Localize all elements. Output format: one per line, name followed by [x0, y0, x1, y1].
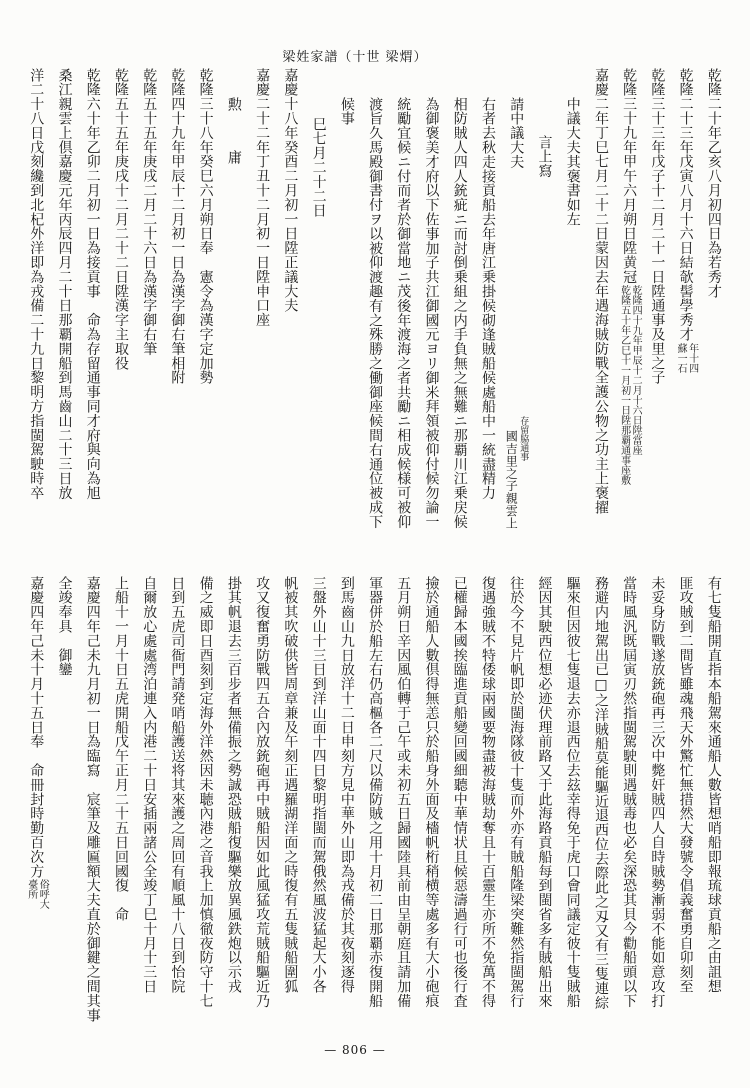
signatory-block	[504, 415, 529, 529]
column-text: 桑江親雲上倶嘉慶元年丙辰四月二十日那覇開船到馬齒山二十三日放	[56, 68, 73, 500]
upper-column-4	[615, 68, 643, 535]
column-text: 嘉慶四年己未十月十五日奉 命冊封時勤百次方	[28, 576, 45, 879]
column-text: 全竣奉具 御鑾	[56, 576, 73, 677]
column-text: 中議大夫其褒書如左	[564, 97, 581, 227]
note-line: 俗呼大	[37, 879, 49, 910]
column-text: 掛其帆退去三百步者無備振之勢誠恐賊船復驅樂放異風鉄炮以示戎	[225, 576, 242, 994]
lower-column-24	[50, 576, 78, 1042]
column-text: 三盤外山十三日到洋山面十四日黎明指閩而駕俄然風波猛起大小各	[310, 576, 327, 994]
column-text: 乾隆二十三年戊寅八月十六日結欹髻學秀才	[677, 68, 694, 342]
column-text: 乾隆三十九年甲午六月朔日陞黄冠	[621, 68, 638, 284]
lower-column-12	[389, 576, 417, 1042]
upper-column-20	[163, 68, 191, 535]
column-text: 往於今不見片帆即於閩海隊彼十隻而外亦有賊船隆梁突難然指閩駕行	[508, 576, 525, 1008]
upper-column-12	[389, 68, 417, 535]
lower-column-3	[643, 576, 671, 1042]
column-text: 巳七月二十二日	[310, 117, 327, 218]
column-text: 統勵宜候ニ付而者於御當地ニ茂後年渡海之者共勵ニ相成候様可被仰	[395, 97, 412, 530]
column-text: 乾隆四十九年甲辰十二月初一日為漢字御右筆相附	[169, 68, 186, 385]
column-text: 乾隆五十五年庚戌二月二十六日為漢字御右筆	[141, 68, 158, 356]
interlinear-note	[618, 285, 640, 485]
column-text: 乾隆六十年乙卯二月初一日為接貢事 命為存留通事同才府與向為旭	[84, 68, 101, 500]
running-header: 梁姓家譜（十世 梁煟）	[282, 50, 428, 65]
note-line: 乾隆四十九年甲辰十二月十六日陞當座	[630, 285, 642, 455]
upper-column-15	[304, 68, 332, 535]
upper-column-21	[135, 68, 163, 535]
upper-column-6	[559, 68, 587, 535]
column-text: 上船十一月十日五虎開船戊午正月二十五日回國復 命	[112, 576, 129, 922]
column-text: 五月朔日辛因風伯轉于己午或未初五日歸國陸具前由呈朝庭且請加備	[395, 576, 412, 1008]
note-line: 年十四	[686, 342, 698, 373]
lower-column-17	[248, 576, 276, 1042]
upper-column-8	[502, 68, 530, 535]
lower-column-13	[361, 576, 389, 1042]
signatory-name: 國吉里之子親雲上	[504, 429, 519, 529]
lower-column-1	[700, 576, 728, 1042]
section-heading: 勲庸	[225, 97, 242, 204]
column-text: 相防賊人四人銃疵ニ而討倒乗組之内手負無之無難ニ那覇川江乗戻候	[451, 97, 468, 530]
lower-column-21	[135, 576, 163, 1042]
upper-column-7	[530, 68, 558, 535]
column-text: 渡旨久馬殿御書付ヲ以被仰渡趣有之殊勝之働御座候間右通位被成下	[367, 97, 384, 530]
column-text: 為御褒美才府以下佐事加子共江御國元ヨリ御米拜領被仰付候勿論一	[423, 97, 440, 530]
column-text: 乾隆五十五年庚戌十二月二十二日陞漢字主取役	[112, 68, 129, 371]
upper-column-9	[474, 68, 502, 535]
column-text: 備之威即日酉刻到定海外洋然因未聴內港之音我上加慎徹夜防守十七	[197, 576, 214, 1008]
column-text: 當時風汎既屆寅刃然指閩駕駛則遇賊毒也必矣深恐其貝今勸船頭以下	[621, 576, 638, 1008]
lower-column-8	[502, 576, 530, 1042]
upper-column-13	[361, 68, 389, 535]
column-text: 候事	[338, 97, 355, 127]
column-text: 到馬齒山九日放洋十二日申刻方見中華外山即為戎備於其夜刻逐得	[338, 576, 355, 994]
interlinear-note	[25, 879, 47, 909]
upper-column-18	[220, 68, 248, 535]
column-text: 務避内地駕出已□之洋賊船莫能驅近退西位去際此之刄又有三隻連綜	[592, 576, 609, 1010]
upper-text-block	[22, 68, 728, 535]
lower-column-20	[163, 576, 191, 1042]
column-text: 撿於通船人數倶得無恙只於船身外面及檣帆桁稍横等處多有大小砲痕	[423, 576, 440, 1008]
column-text: 已權歸本國挨臨進貢船變回國細聽中華情状且候惡濤過行可也後行査	[451, 576, 468, 1008]
lower-column-10	[446, 576, 474, 1042]
column-text: 復遇強賊不特倭球兩國要物盡被海賊劫奪且十百靈生亦所不免萬不得	[480, 576, 496, 1008]
column-text: 攻又復奮勇防戰四五合內放銃砲再中賊船因如此風猛攻荒賊船驅近乃	[254, 576, 271, 1008]
column-text: 自爾放心處處湾泊連入内港二十日安插兩諸公全竣丁巳十月十三日	[141, 576, 158, 994]
column-text: 日到五虎司衙門請発哨船護送将其來護之周回有順風十八日到怡院	[169, 576, 186, 994]
upper-column-14	[333, 68, 361, 535]
lower-column-16	[276, 576, 304, 1042]
column-text: 乾隆二十年乙亥八月初四日為若秀才	[705, 68, 722, 299]
column-text: 驅來但因彼七隻退去亦退西位去玆幸得免于虎口會同議定彼十隻賊船	[564, 576, 581, 1008]
upper-column-23	[79, 68, 107, 535]
column-text: 嘉慶十八年癸酉二月初一日陞正議大夫	[282, 68, 299, 313]
column-text: 帆被其吹破供皆周章兼及午刻正遇羅湖洋面之時復有五隻賊船圍狐	[282, 576, 299, 994]
lower-column-15	[304, 576, 332, 1042]
column-text: 經因其駛西位想必迹伏理前路又于此海路貢船每到閩省多有賊船出來	[536, 576, 553, 1008]
column-text: 軍器併於船左右仍高樞各二尺以備防賊之用十月初二日那覇赤復開船	[367, 576, 384, 1008]
upper-column-3	[643, 68, 671, 535]
column-text: 嘉慶二年丁巳七月二十二日蒙因去年遇海賊防戰全護公物之功主上褒擢	[592, 68, 609, 515]
lower-column-7	[530, 576, 558, 1042]
upper-column-25	[22, 68, 50, 535]
lower-column-23	[79, 576, 107, 1042]
column-text: 匪攻賊到二間皆雖魂飛天外驚忙無措然大發號令倡義奮勇自卯刻至	[677, 576, 694, 994]
upper-column-16	[276, 68, 304, 535]
lower-column-25	[22, 576, 50, 1042]
upper-column-11	[417, 68, 445, 535]
lower-column-14	[333, 576, 361, 1042]
upper-column-17	[248, 68, 276, 535]
lower-column-22	[107, 576, 135, 1042]
note-line: 臺所	[25, 879, 37, 900]
lower-column-9	[474, 576, 502, 1042]
note-line: 蘇一石	[675, 342, 687, 373]
lower-column-18	[220, 576, 248, 1042]
upper-column-24	[50, 68, 78, 535]
column-text: 嘉慶四年己未九月初一日為臨寫 宸筆及雕匾額大夫直於御鍵之間其事	[84, 576, 101, 1023]
page-number: — 806 —	[324, 1043, 386, 1057]
interlinear-note	[675, 343, 697, 373]
upper-column-2	[672, 68, 700, 535]
upper-column-5	[587, 68, 615, 535]
signatory-title: 存留脇通事	[518, 415, 529, 461]
column-text: 右者去秋走接貢船去年唐江乗掛候砌逢賊船候處船中一統盡精力	[480, 97, 496, 501]
upper-column-1	[700, 68, 728, 535]
lower-column-5	[587, 576, 615, 1042]
note-line: 乾隆五十年乙巳十一月初一日陞那覇通事座敷	[618, 285, 630, 485]
lower-column-6	[559, 576, 587, 1042]
column-text: 未妥身防戰遂放銃砲再三次中斃奸賊四人自時賊勢漸弱不能如意攻打	[649, 576, 666, 1008]
column-text: 言上寫	[536, 135, 553, 179]
column-text: 乾隆三十三年戊子十二月二十一日陞通事及里之子	[649, 68, 666, 385]
upper-column-22	[107, 68, 135, 535]
lower-column-4	[615, 576, 643, 1042]
column-text: 乾隆三十八年癸巳六月朔日奉 憲令為漢字定加勢	[197, 68, 214, 385]
upper-column-19	[192, 68, 220, 535]
lower-column-11	[417, 576, 445, 1042]
lower-column-19	[192, 576, 220, 1042]
upper-column-10	[446, 68, 474, 535]
column-text: 有七隻船開直指本船駕來通船人數皆想哨船即報琉球貢船之由詛想	[705, 576, 722, 994]
lower-column-2	[672, 576, 700, 1042]
column-text: 洋二十八日戊刻纔到北杞外洋即為戎備二十九日黎明方指閩駕駛時卒	[28, 68, 45, 500]
column-text: 請中議大夫	[508, 97, 525, 170]
lower-text-block	[22, 576, 728, 1042]
column-text: 嘉慶二十二年丁丑十二月初一日陞申口座	[254, 68, 271, 328]
